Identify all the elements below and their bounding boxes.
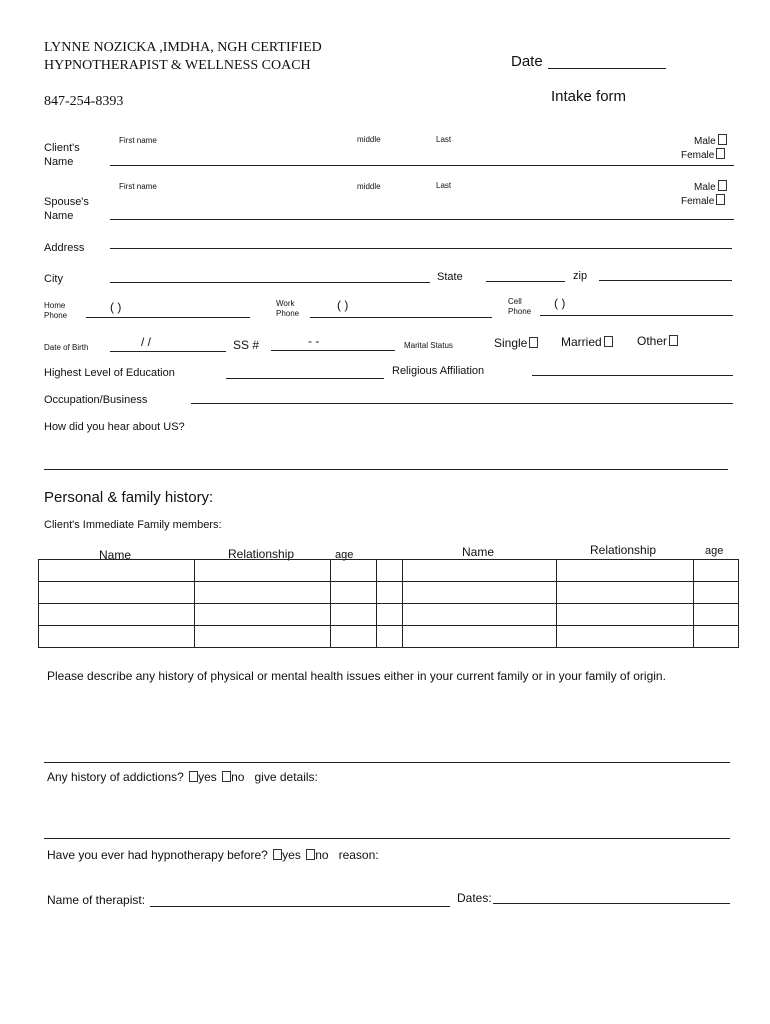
client-first-name-label: First name <box>119 136 157 145</box>
client-female-option[interactable] <box>681 148 725 161</box>
hypnotherapy-no-label: no <box>315 848 329 862</box>
client-name-label-1: Client's <box>44 142 80 154</box>
col-header-relationship-left: Relationship <box>228 547 295 561</box>
home-phone-label-2: Phone <box>44 311 68 320</box>
client-female-checkbox[interactable] <box>716 148 725 159</box>
col-header-relationship-right: Relationship <box>590 543 657 557</box>
family-members-subheading: Client's Immediate Family members: <box>44 519 222 531</box>
hypnotherapy-question <box>47 848 379 862</box>
table-cell[interactable] <box>403 626 557 648</box>
date-label: Date <box>511 53 543 70</box>
hypnotherapy-reason-label: reason: <box>338 848 379 862</box>
spouse-name-field[interactable] <box>110 219 734 220</box>
col-header-name-left: Name <box>99 548 132 562</box>
table-cell[interactable] <box>377 626 403 648</box>
table-cell[interactable] <box>195 604 331 626</box>
ss-dashes: - - <box>308 334 320 348</box>
table-cell[interactable] <box>195 560 331 582</box>
dob-label: Date of Birth <box>44 343 89 352</box>
occupation-label: Occupation/Business <box>44 394 148 406</box>
table-cell[interactable] <box>331 604 377 626</box>
religious-field[interactable] <box>532 375 733 376</box>
religious-label: Religious Affiliation <box>392 365 485 377</box>
ss-field[interactable] <box>271 350 395 351</box>
spouse-female-label: Female <box>681 196 715 207</box>
col-header-age-right: age <box>705 545 724 557</box>
home-phone-label-1: Home <box>44 301 66 310</box>
practitioner-name: LYNNE NOZICKA ,IMDHA, NGH CERTIFIED <box>44 40 322 55</box>
spouse-male-option[interactable] <box>694 180 727 193</box>
client-last-label: Last <box>436 135 452 144</box>
table-cell[interactable] <box>557 604 694 626</box>
work-phone-label-2: Phone <box>276 309 300 318</box>
table-cell[interactable] <box>694 582 739 604</box>
table-row <box>39 582 739 604</box>
table-cell[interactable] <box>694 626 739 648</box>
client-middle-label: middle <box>357 135 381 144</box>
hypnotherapy-no-checkbox[interactable] <box>306 849 315 860</box>
addictions-details-field[interactable] <box>44 838 730 839</box>
addictions-question-text: Any history of addictions? <box>47 770 184 784</box>
hear-about-label: How did you hear about US? <box>44 421 185 433</box>
client-female-label: Female <box>681 150 715 161</box>
addictions-yes-checkbox[interactable] <box>189 771 198 782</box>
client-name-label-2: Name <box>44 156 74 168</box>
hypnotherapy-yes-label: yes <box>282 848 301 862</box>
spouse-name-label-1: Spouse's <box>44 196 89 208</box>
marital-single-option[interactable] <box>494 336 538 350</box>
practitioner-phone: 847-254-8393 <box>44 94 124 109</box>
addictions-details-label: give details: <box>254 770 318 784</box>
table-cell[interactable] <box>39 582 195 604</box>
client-name-field[interactable] <box>110 165 734 166</box>
table-row <box>39 626 739 648</box>
table-row <box>39 560 739 582</box>
table-cell[interactable] <box>557 582 694 604</box>
work-phone-label-1: Work <box>276 299 295 308</box>
health-history-field[interactable] <box>44 762 730 763</box>
zip-field[interactable] <box>599 280 732 281</box>
spouse-middle-label: middle <box>357 182 381 191</box>
education-label: Highest Level of Education <box>44 367 175 379</box>
table-cell[interactable] <box>377 582 403 604</box>
home-phone-parens: ( ) <box>110 300 122 314</box>
spouse-female-option[interactable] <box>681 194 725 207</box>
table-cell[interactable] <box>403 604 557 626</box>
addictions-no-checkbox[interactable] <box>222 771 231 782</box>
dob-field[interactable] <box>110 351 226 352</box>
table-row <box>39 604 739 626</box>
table-cell[interactable] <box>39 604 195 626</box>
marital-married-option[interactable] <box>561 335 613 349</box>
address-field[interactable] <box>110 248 732 249</box>
spouse-first-name-label: First name <box>119 182 157 191</box>
spouse-name-label-2: Name <box>44 210 74 222</box>
married-label: Married <box>561 335 602 349</box>
date-field[interactable] <box>548 68 666 69</box>
married-checkbox[interactable] <box>604 336 613 347</box>
table-cell[interactable] <box>557 560 694 582</box>
table-cell[interactable] <box>331 626 377 648</box>
city-label: City <box>44 273 63 285</box>
cell-phone-label-2: Phone <box>508 307 532 316</box>
table-cell[interactable] <box>403 560 557 582</box>
table-cell[interactable] <box>557 626 694 648</box>
single-checkbox[interactable] <box>529 337 538 348</box>
state-label: State <box>437 271 463 283</box>
table-cell[interactable] <box>331 582 377 604</box>
occupation-field[interactable] <box>191 403 733 404</box>
hear-about-field[interactable] <box>44 469 728 470</box>
therapist-name-label: Name of therapist: <box>47 893 146 907</box>
marital-status-label: Marital Status <box>404 341 453 350</box>
history-heading: Personal & family history: <box>44 489 214 506</box>
zip-label: zip <box>573 270 588 282</box>
client-male-option[interactable] <box>694 134 727 147</box>
work-phone-field[interactable] <box>310 317 492 318</box>
col-header-age-left: age <box>335 549 354 561</box>
therapist-name-field[interactable] <box>150 906 450 907</box>
table-cell[interactable] <box>403 582 557 604</box>
cell-phone-label-1: Cell <box>508 297 522 306</box>
cell-phone-parens: ( ) <box>554 296 566 310</box>
table-cell[interactable] <box>39 560 195 582</box>
other-label: Other <box>637 334 668 348</box>
dob-slashes: / / <box>141 335 152 349</box>
addictions-no-label: no <box>231 770 245 784</box>
education-field[interactable] <box>226 378 384 379</box>
practitioner-title: HYPNOTHERAPIST & WELLNESS COACH <box>44 58 311 73</box>
cell-phone-field[interactable] <box>540 315 733 316</box>
state-field[interactable] <box>486 281 565 282</box>
other-checkbox[interactable] <box>669 335 678 346</box>
marital-other-option[interactable] <box>637 334 678 348</box>
addictions-question <box>47 770 318 784</box>
table-cell[interactable] <box>195 582 331 604</box>
home-phone-field[interactable] <box>86 317 250 318</box>
table-cell[interactable] <box>377 560 403 582</box>
col-header-name-right: Name <box>462 545 495 559</box>
family-members-table <box>38 559 739 648</box>
table-cell[interactable] <box>39 626 195 648</box>
addictions-yes-label: yes <box>198 770 217 784</box>
table-cell[interactable] <box>377 604 403 626</box>
table-cell[interactable] <box>694 560 739 582</box>
client-male-checkbox[interactable] <box>718 134 727 145</box>
table-cell[interactable] <box>331 560 377 582</box>
ss-label: SS # <box>233 338 260 352</box>
client-male-label: Male <box>694 136 716 147</box>
form-title: Intake form <box>551 88 627 105</box>
dates-field[interactable] <box>493 903 730 904</box>
hypnotherapy-yes-checkbox[interactable] <box>273 849 282 860</box>
city-field[interactable] <box>110 282 430 283</box>
health-history-prompt: Please describe any history of physical or mental health issues either in your current family or in your family of origin. <box>47 669 666 683</box>
spouse-male-checkbox[interactable] <box>718 180 727 191</box>
table-cell[interactable] <box>694 604 739 626</box>
single-label: Single <box>494 336 528 350</box>
table-cell[interactable] <box>195 626 331 648</box>
work-phone-parens: ( ) <box>337 298 349 312</box>
spouse-last-label: Last <box>436 181 452 190</box>
spouse-female-checkbox[interactable] <box>716 194 725 205</box>
hypnotherapy-question-text: Have you ever had hypnotherapy before? <box>47 848 268 862</box>
spouse-male-label: Male <box>694 182 716 193</box>
address-label: Address <box>44 242 85 254</box>
dates-label: Dates: <box>457 891 492 905</box>
